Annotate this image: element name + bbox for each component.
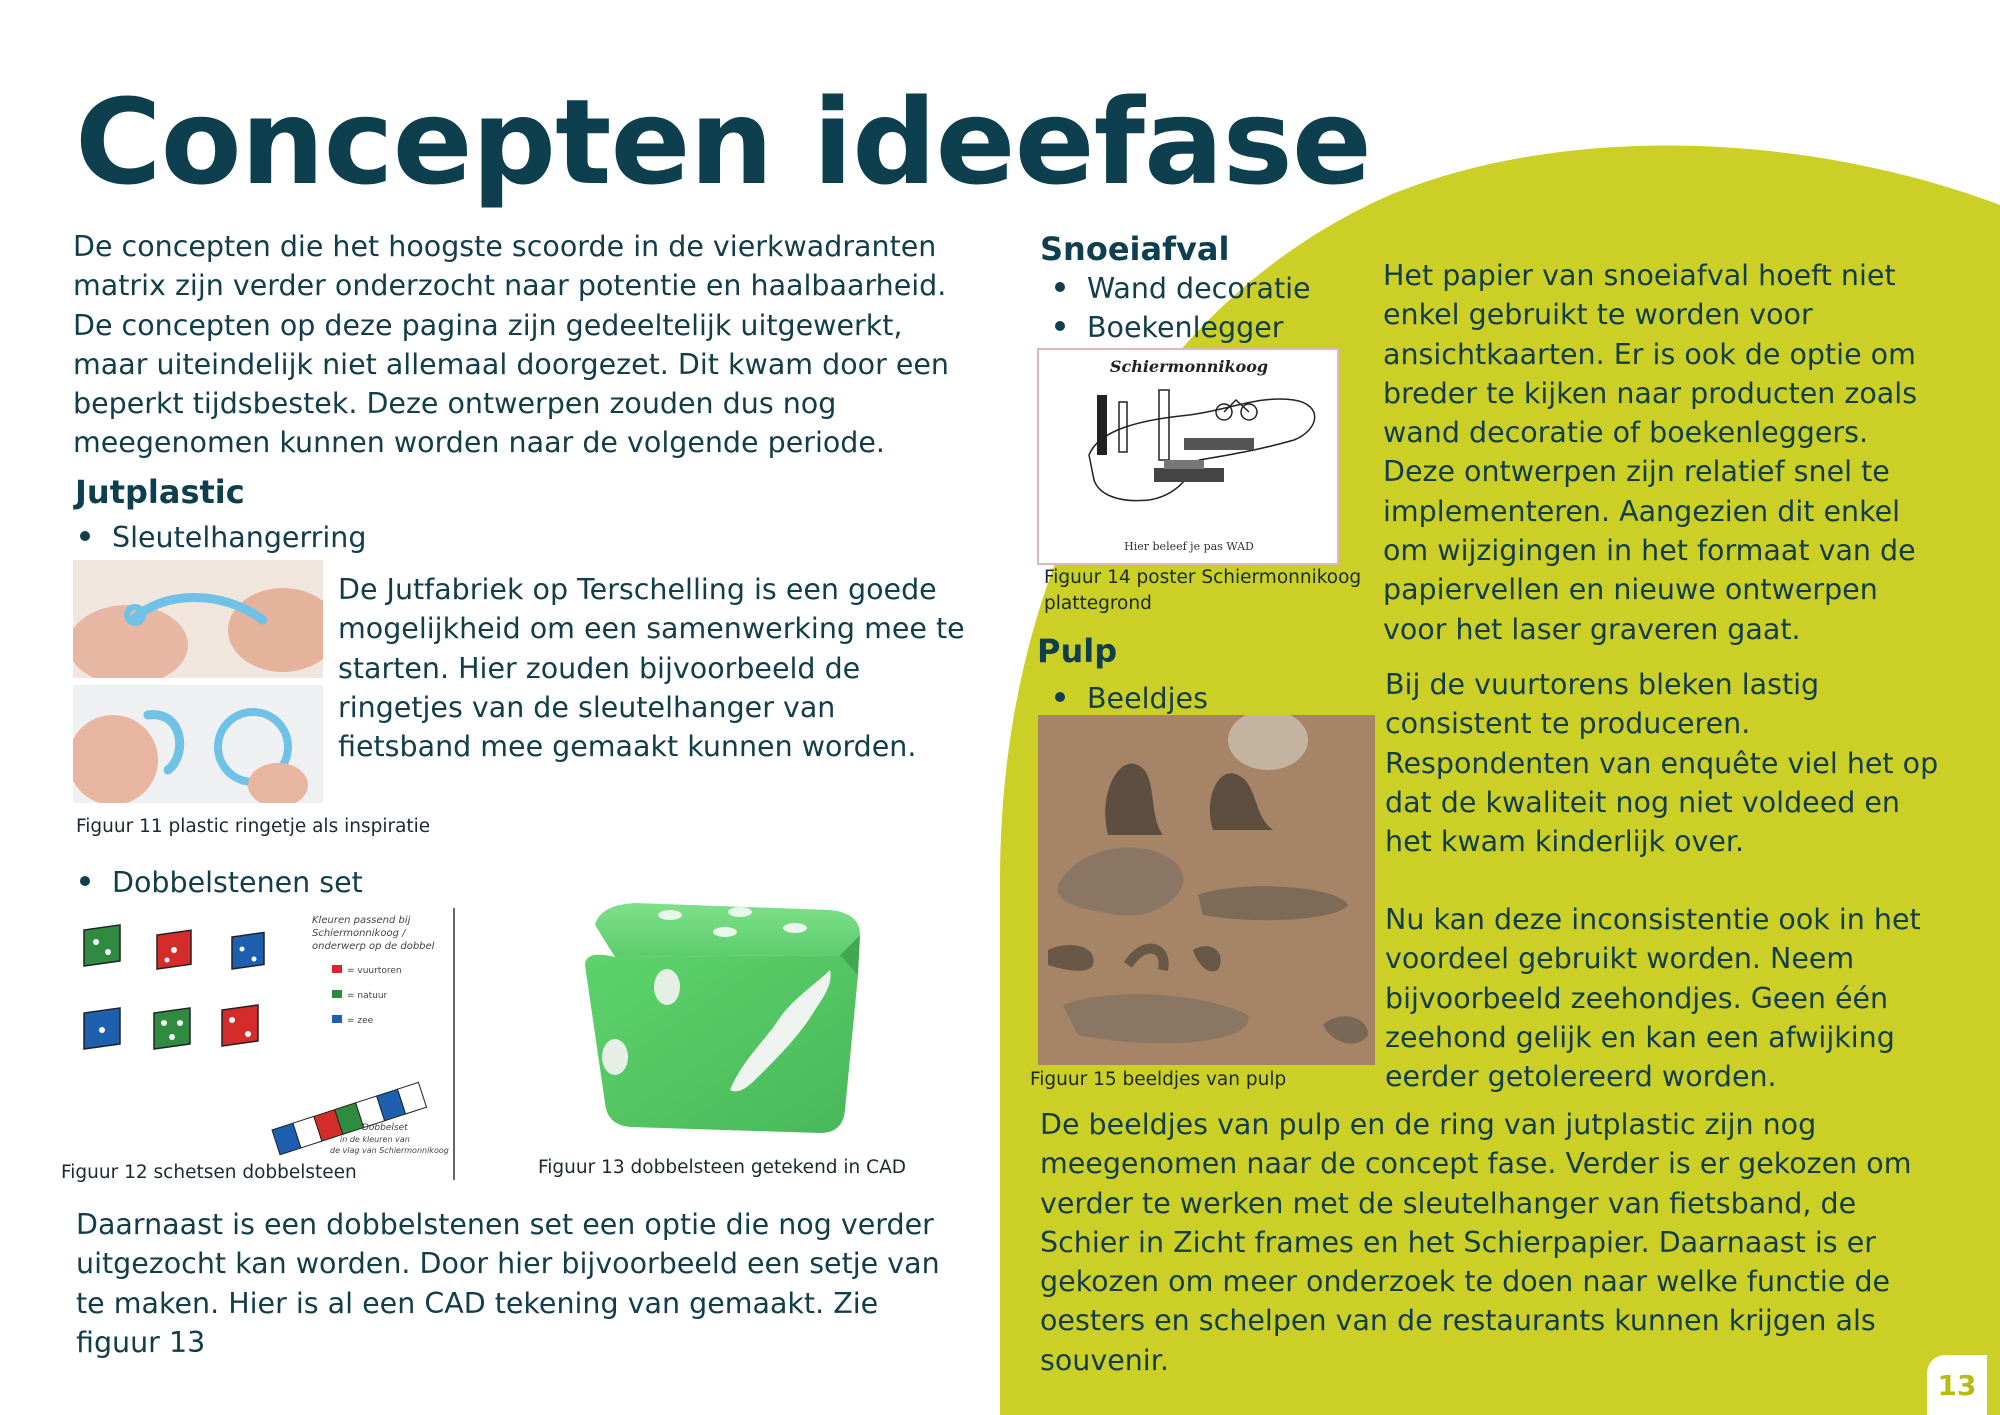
figure-11-photo-top xyxy=(73,560,323,678)
intro-paragraph: De concepten die het hoogste scoorde in de vierkwadranten matrix zijn verder onderzocht naar potentie en haalbaarheid. De concepten op deze pagina zijn gedeeltelijk uitgewerkt, maar uiteindelijk niet allemaal doorgezet. Dit kwam door een beperkt tijdsbestek. Deze ontwerpen zouden dus nog meegenomen kunnen worden naar de volgende periode. xyxy=(73,230,949,460)
bullet-label: Dobbelstenen set xyxy=(112,866,363,899)
svg-text:in de kleuren van: in de kleuren van xyxy=(340,1135,410,1144)
page-number: 13 xyxy=(1927,1355,1987,1415)
bullet-sleutelhangerring xyxy=(80,521,366,554)
figure-15-caption: Figuur 15 beeldjes van pulp xyxy=(1030,1069,1287,1090)
svg-text:= natuur: = natuur xyxy=(347,991,388,1001)
sketch-note-line1: Kleuren passend bij xyxy=(312,915,411,926)
svg-text:= vuurtoren: = vuurtoren xyxy=(347,966,402,976)
bullet-boekenlegger xyxy=(1055,311,1284,344)
svg-text:onderwerp op de dobbel: onderwerp op de dobbel xyxy=(312,941,435,952)
bullet-beeldjes xyxy=(1055,682,1208,715)
conclusion-paragraph: De beeldjes van pulp en de ring van jutplastic zijn nog meegenomen naar de concept fase. Verder is er gekozen om verder te werken met de sleutelhanger van fietsband, de Schier in Zicht frames en het Schierpapier. Daarnaast is er gekozen om meer onderzoek te doen naar welke functie de oesters en schelpen van de restaurants kunnen krijgen als souvenir. xyxy=(1040,1108,1912,1377)
jutplastic-heading: Jutplastic xyxy=(75,473,245,511)
svg-text:Dobbelset: Dobbelset xyxy=(362,1123,408,1133)
svg-text:de vlag van Schiermonnikoog: de vlag van Schiermonnikoog xyxy=(330,1146,449,1155)
bullet-label: Sleutelhangerring xyxy=(112,521,367,554)
svg-text:Schiermonnikoog /: Schiermonnikoog / xyxy=(312,928,406,939)
figure-12-sketch xyxy=(62,905,457,1180)
pulp-heading: Pulp xyxy=(1037,632,1118,670)
figure-15-photo xyxy=(1038,715,1375,1065)
bullet-wand-decoratie xyxy=(1055,272,1311,305)
poster-footer: Hier beleef je pas WAD xyxy=(1124,540,1254,553)
figure-14-poster xyxy=(1037,348,1339,565)
jutplastic-paragraph: De Jutfabriek op Terschelling is een goede mogelijkheid om een samenwerking mee te starten. Hier zouden bijvoorbeeld de ringetjes van de sleutelhanger van fietsband mee gemaakt kunnen worden. xyxy=(338,573,965,764)
figure-13-caption: Figuur 13 dobbelsteen getekend in CAD xyxy=(538,1157,906,1178)
pulp-paragraph-2: Nu kan deze inconsistentie ook in het voordeel gebruikt worden. Neem bijvoorbeeld zeehondjes. Geen één zeehond gelijk en kan een afwijking eerder getolereerd worden. xyxy=(1385,903,1921,1094)
bullet-dot xyxy=(80,876,90,886)
svg-text:= zee: = zee xyxy=(347,1016,374,1026)
snoeiafval-paragraph: Het papier van snoeiafval hoeft niet enkel gebruikt te worden voor ansichtkaarten. Er is ook de optie om breder te kijken naar producten zoals wand decoratie of boekenleggers. Deze ontwerpen zijn relatief snel te implementeren. Aangezien dit enkel om wijzigingen in het formaat van de papiervellen en nieuwe ontwerpen voor het laser graveren gaat. xyxy=(1383,259,1918,646)
page-title: Concepten ideefase xyxy=(75,73,1371,211)
bullet-dobbelstenen-set xyxy=(80,866,363,899)
bullet-label: Wand decoratie xyxy=(1087,272,1311,305)
snoeiafval-heading: Snoeiafval xyxy=(1040,230,1230,268)
bullet-dot xyxy=(1055,321,1065,331)
figure-11-photo-bottom xyxy=(73,685,323,803)
bullet-label: Boekenlegger xyxy=(1087,311,1284,344)
figure-14-caption: Figuur 14 poster Schiermonnikoog plattegrond xyxy=(1044,567,1362,614)
bullet-label: Beeldjes xyxy=(1087,682,1208,715)
poster-title: Schiermonnikoog xyxy=(1109,357,1269,376)
pulp-paragraph-1: Bij de vuurtorens bleken lastig consistent te produceren. Respondenten van enquête viel het op dat de kwaliteit nog niet voldeed en het kwam kinderlijk over. xyxy=(1385,668,1939,859)
bullet-dot xyxy=(1055,282,1065,292)
figure-12-caption: Figuur 12 schetsen dobbelsteen xyxy=(61,1162,357,1183)
bullet-dot xyxy=(1055,692,1065,702)
figure-11-caption: Figuur 11 plastic ringetje als inspiratie xyxy=(76,816,431,837)
figure-13-cad-die xyxy=(575,895,875,1145)
dobbelstenen-paragraph: Daarnaast is een dobbelstenen set een optie die nog verder uitgezocht kan worden. Door hier bijvoorbeeld een setje van te maken. Hier is al een CAD tekening van gemaakt. Zie figuur 13 xyxy=(76,1208,940,1359)
bullet-dot xyxy=(80,531,90,541)
